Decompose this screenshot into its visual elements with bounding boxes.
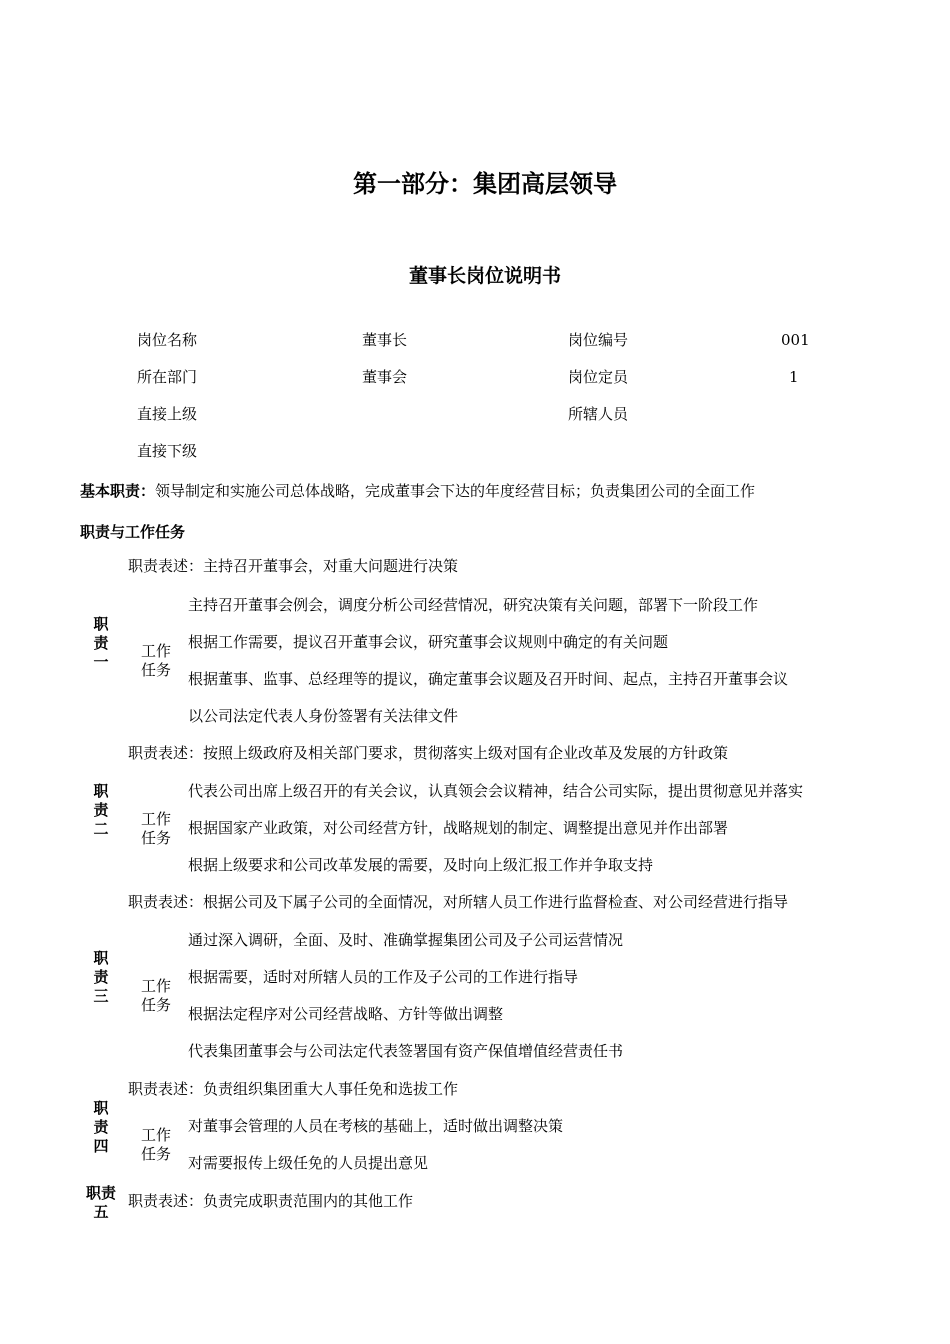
work-task-label xyxy=(136,1126,176,1164)
task-item: 对需要报传上级任免的人员提出意见 xyxy=(188,1154,429,1172)
work-task-label-line: 工作 xyxy=(140,977,171,995)
work-task-label-line: 任务 xyxy=(140,829,171,847)
duty-label-line: 四 xyxy=(93,1137,109,1155)
post-name-value: 董事长 xyxy=(362,331,408,349)
post-no-label: 岗位编号 xyxy=(568,331,629,349)
task-item: 主持召开董事会例会，调度分析公司经营情况，研究决策有关问题，部署下一阶段工作 xyxy=(188,596,759,614)
duty-statement: 职责表述：负责完成职责范围内的其他工作 xyxy=(128,1192,414,1210)
duty-label xyxy=(81,1184,121,1222)
duty-label-line: 责 xyxy=(93,801,109,819)
work-task-label-line: 任务 xyxy=(140,1145,171,1163)
work-task-label-line: 任务 xyxy=(140,996,171,1014)
duty-label-line: 职 xyxy=(93,949,109,967)
subordinates-label: 所辖人员 xyxy=(568,405,629,423)
duty-label xyxy=(81,782,121,839)
duty-statement: 职责表述：负责组织集团重大人事任免和选拔工作 xyxy=(128,1080,459,1098)
work-task-label-line: 工作 xyxy=(140,1126,171,1144)
duty-label-line: 职 xyxy=(93,1099,109,1117)
task-item: 根据需要，适时对所辖人员的工作及子公司的工作进行指导 xyxy=(188,968,579,986)
duty-label xyxy=(81,615,121,672)
headcount-value: 1 xyxy=(789,368,799,386)
work-task-label xyxy=(136,810,176,848)
duty-statement: 职责表述：按照上级政府及相关部门要求，贯彻落实上级对国有企业改革及发展的方针政策 xyxy=(128,744,729,762)
post-name-label: 岗位名称 xyxy=(137,331,198,349)
work-task-label-line: 任务 xyxy=(140,661,171,679)
duty-label-line: 责 xyxy=(93,634,109,652)
task-item: 根据上级要求和公司改革发展的需要，及时向上级汇报工作并争取支持 xyxy=(188,856,654,874)
duty-label-line: 二 xyxy=(93,820,109,838)
duty-label-line: 五 xyxy=(93,1203,109,1221)
dept-value: 董事会 xyxy=(362,368,408,386)
doc-title: 董事长岗位说明书 xyxy=(408,265,561,287)
task-item: 根据董事、监事、总经理等的提议，确定董事会议题及召开时间、起点，主持召开董事会议 xyxy=(188,670,789,688)
duty-label-line: 责 xyxy=(93,968,109,986)
task-item: 根据国家产业政策，对公司经营方针，战略规划的制定、调整提出意见并作出部署 xyxy=(188,819,729,837)
duties-title: 职责与工作任务 xyxy=(80,523,186,541)
duty-label-line: 一 xyxy=(93,653,109,671)
duty-label-line: 责 xyxy=(93,1118,109,1136)
task-item: 代表集团董事会与公司法定代表签署国有资产保值增值经营责任书 xyxy=(188,1042,624,1060)
work-task-label-line: 工作 xyxy=(140,642,171,660)
post-no-value: 001 xyxy=(781,331,810,349)
work-task-label xyxy=(136,977,176,1015)
basic-duty-label: 基本职责： xyxy=(80,482,156,500)
task-item: 通过深入调研，全面、及时、准确掌握集团公司及子公司运营情况 xyxy=(188,931,624,949)
basic-duty-text: 领导制定和实施公司总体战略，完成董事会下达的年度经营目标；负责集团公司的全面工作 xyxy=(155,482,756,500)
dept-label: 所在部门 xyxy=(137,368,198,386)
task-item: 根据法定程序对公司经营战略、方针等做出调整 xyxy=(188,1005,504,1023)
work-task-label-line: 工作 xyxy=(140,810,171,828)
headcount-label: 岗位定员 xyxy=(568,368,629,386)
task-item: 根据工作需要，提议召开董事会议，研究董事会议规则中确定的有关问题 xyxy=(188,633,669,651)
task-item: 代表公司出席上级召开的有关会议，认真领会会议精神，结合公司实际，提出贯彻意见并落实 xyxy=(188,782,804,800)
superior-label: 直接上级 xyxy=(137,405,198,423)
duty-label xyxy=(81,1099,121,1156)
task-item: 对董事会管理的人员在考核的基础上，适时做出调整决策 xyxy=(188,1117,564,1135)
duty-label-line: 三 xyxy=(93,987,109,1005)
duty-statement: 职责表述：主持召开董事会，对重大问题进行决策 xyxy=(128,557,459,575)
duty-statement: 职责表述：根据公司及下属子公司的全面情况，对所辖人员工作进行监督检查、对公司经营进行指导 xyxy=(128,893,789,911)
work-task-label xyxy=(136,642,176,680)
duty-label xyxy=(81,949,121,1006)
direct-subordinates-label: 直接下级 xyxy=(137,442,198,460)
part-title: 第一部分：集团高层领导 xyxy=(353,170,617,198)
duty-label-line: 职责 xyxy=(85,1184,116,1202)
task-item: 以公司法定代表人身份签署有关法律文件 xyxy=(188,707,459,725)
basic-duty xyxy=(80,481,755,501)
duty-label-line: 职 xyxy=(93,615,109,633)
duty-label-line: 职 xyxy=(93,782,109,800)
